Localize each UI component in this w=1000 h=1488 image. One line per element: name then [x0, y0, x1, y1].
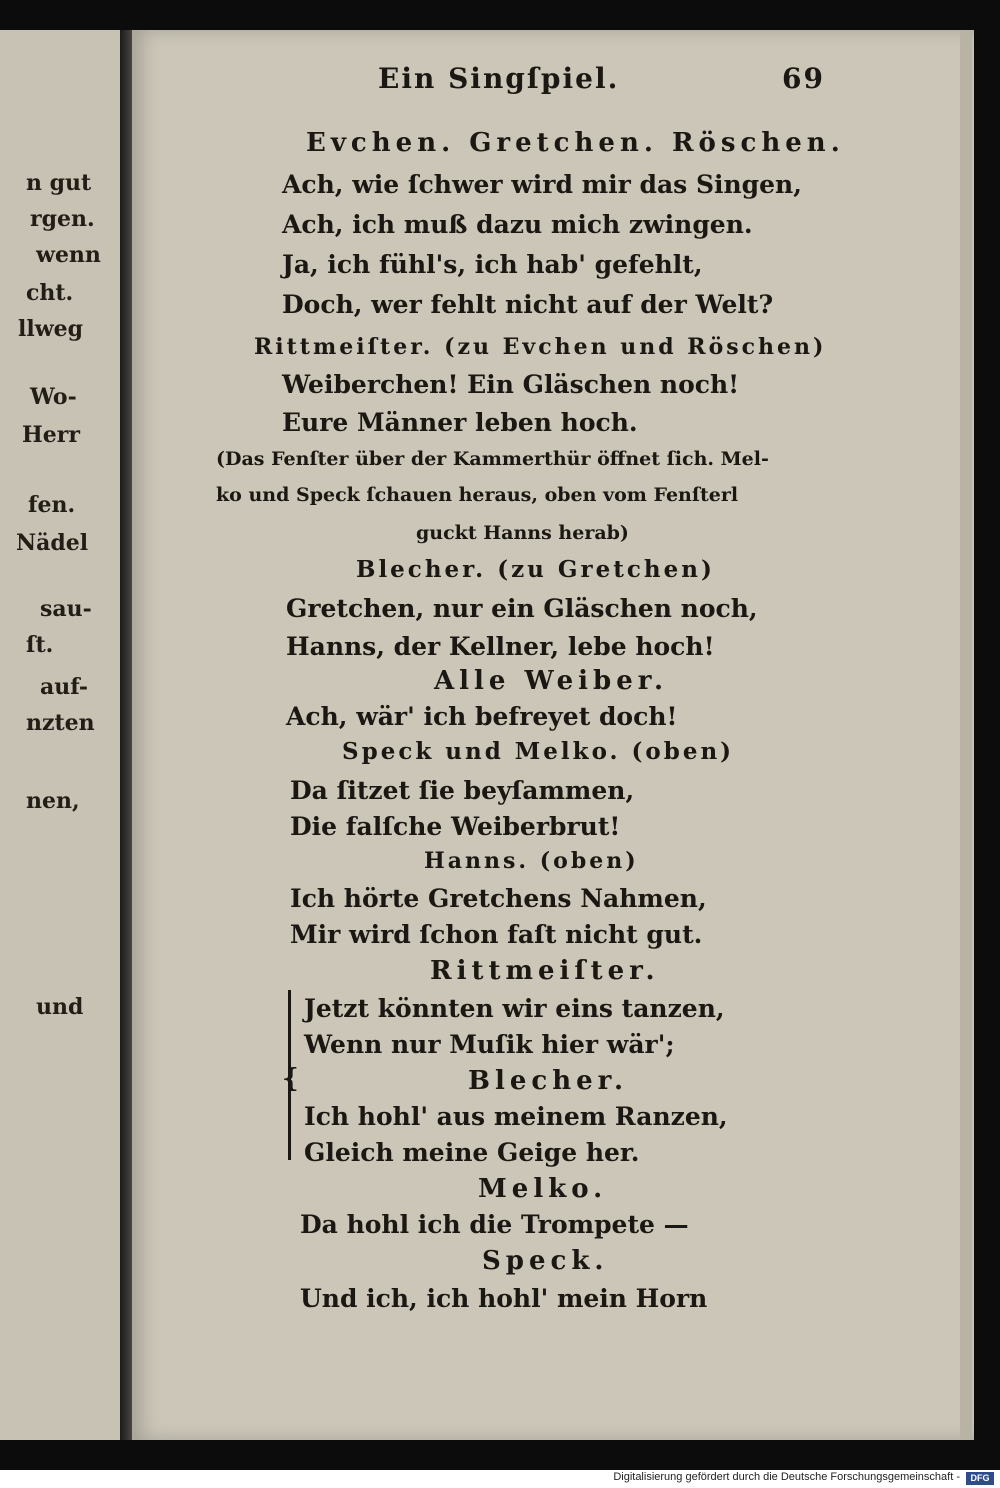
speaker-line: Hanns. (oben): [424, 848, 639, 874]
verse-line: Ach, wie ſchwer wird mir das Singen,: [282, 170, 802, 199]
left-page-text: sau-: [40, 596, 92, 622]
speaker-line: Blecher.: [468, 1066, 629, 1096]
speaker-line: Rittmeiſter. (zu Evchen und Röschen): [254, 334, 827, 360]
stage-direction: (Das Fenſter über der Kammerthür öffnet ſich. Mel-: [216, 448, 769, 470]
speaker-line: Evchen. Gretchen. Röschen.: [306, 128, 845, 158]
verse-line: Hanns, der Kellner, lebe hoch!: [286, 632, 715, 661]
verse-line: Da hohl ich die Trompete —: [300, 1210, 689, 1239]
verse-line: Gretchen, nur ein Gläschen noch,: [286, 594, 758, 623]
verse-line: Doch, wer fehlt nicht auf der Welt?: [282, 290, 774, 319]
speaker-line: Speck.: [482, 1246, 609, 1276]
verse-line: Weiberchen! Ein Gläschen noch!: [282, 370, 740, 399]
left-page-text: cht.: [26, 280, 74, 306]
verse-line: Ja, ich fühl's, ich hab' gefehlt,: [282, 250, 703, 279]
verse-line: Und ich, ich hohl' mein Horn: [300, 1284, 708, 1313]
verse-line: Gleich meine Geige her.: [304, 1138, 640, 1167]
verse-line: Ich hörte Gretchens Nahmen,: [290, 884, 707, 913]
left-page-fragment: [0, 30, 120, 1440]
stage-direction: ko und Speck ſchauen heraus, oben vom Fenſterl: [216, 484, 739, 506]
page-edge: [960, 30, 972, 1440]
verse-brace-point: {: [282, 1064, 299, 1094]
verse-line: Ach, ich muß dazu mich zwingen.: [282, 210, 753, 239]
left-page-text: Herr: [22, 422, 80, 448]
left-page-text: wenn: [36, 242, 101, 268]
left-page-text: Nädel: [16, 530, 89, 556]
page-number: 69: [782, 62, 825, 95]
left-page-text: nzten: [26, 710, 95, 736]
left-page-text: und: [36, 994, 84, 1020]
footer-credit: Digitalisierung gefördert durch die Deutsche Forschungsgemeinschaft -: [613, 1471, 960, 1483]
digitization-footer: [0, 1470, 1000, 1488]
left-page-text: ſt.: [26, 632, 54, 658]
speaker-line: Blecher. (zu Gretchen): [356, 556, 715, 583]
left-page-text: fen.: [28, 492, 76, 518]
book-gutter: [120, 30, 132, 1440]
speaker-line: Speck und Melko. (oben): [342, 738, 735, 765]
verse-line: Wenn nur Muſik hier wär';: [304, 1030, 675, 1059]
left-page-text: nen,: [26, 788, 80, 814]
speaker-line: Alle Weiber.: [434, 666, 669, 696]
stage-direction: guckt Hanns herab): [416, 522, 629, 544]
left-page-text: auf-: [40, 674, 89, 700]
left-page-text: n gut: [26, 170, 92, 196]
running-title: Ein Singſpiel.: [378, 62, 620, 95]
verse-line: Eure Männer leben hoch.: [282, 408, 638, 437]
verse-line: Ich hohl' aus meinem Ranzen,: [304, 1102, 728, 1131]
verse-line: Mir wird ſchon faſt nicht gut.: [290, 920, 703, 949]
speaker-line: Melko.: [478, 1174, 608, 1204]
verse-line: Jetzt könnten wir eins tanzen,: [304, 994, 725, 1023]
dfg-logo: DFG: [966, 1472, 994, 1485]
speaker-line: Rittmeiſter.: [430, 956, 660, 986]
verse-line: Ach, wär' ich befreyet doch!: [286, 702, 678, 731]
left-page-text: rgen.: [30, 206, 95, 232]
verse-line: Die falſche Weiberbrut!: [290, 812, 621, 841]
verse-line: Da ſitzet ſie beyſammen,: [290, 776, 635, 805]
left-page-text: llweg: [18, 316, 84, 342]
left-page-text: Wo-: [30, 384, 77, 410]
